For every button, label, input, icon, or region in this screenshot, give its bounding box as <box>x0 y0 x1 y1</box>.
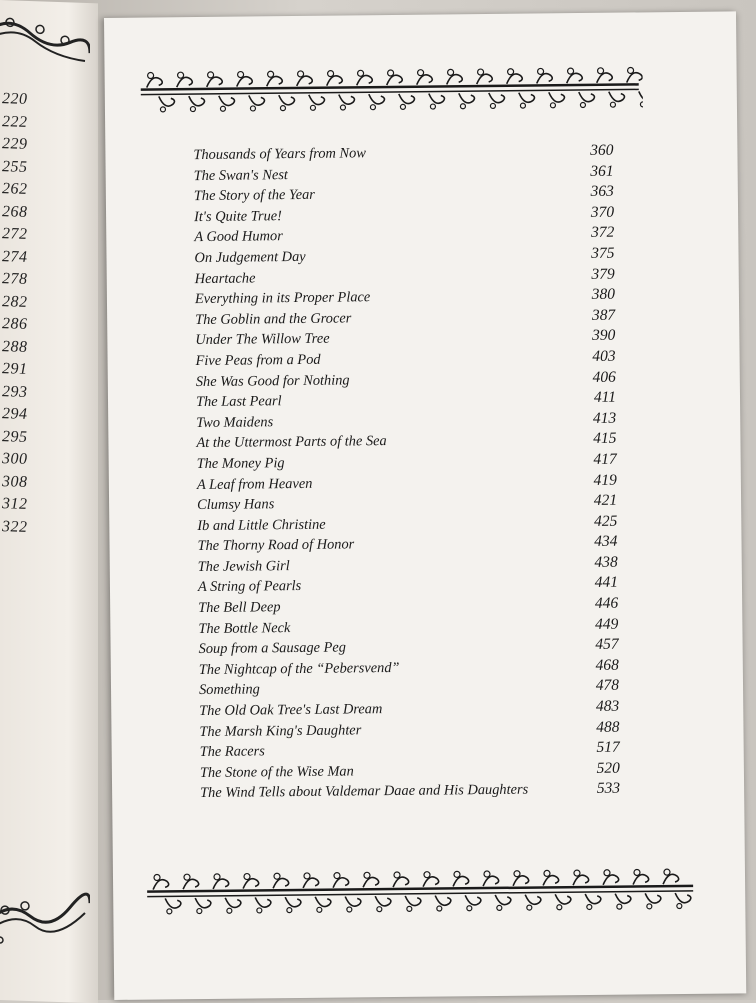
vine-scroll <box>399 94 415 104</box>
vine-scroll <box>615 894 631 904</box>
vine-bud <box>154 874 160 880</box>
toc-entry-page: 415 <box>593 429 617 448</box>
left-page-number: 278 <box>2 270 28 288</box>
vine-scroll <box>405 896 421 906</box>
vine-bud <box>197 909 202 914</box>
vine-scroll <box>285 897 301 907</box>
vine-bud <box>664 869 670 875</box>
vine-scroll <box>495 895 511 905</box>
toc-entry-page: 520 <box>596 759 620 777</box>
vine-bud <box>257 908 262 913</box>
vine-scroll <box>339 94 355 104</box>
toc-entry-title: Under The Willow Tree <box>195 330 330 349</box>
left-page-number: 255 <box>2 157 28 176</box>
toc-entry-title: On Judgement Day <box>194 248 306 267</box>
left-page-number: 268 <box>2 202 28 221</box>
vine-bud <box>617 904 622 909</box>
vine-bud <box>514 871 520 877</box>
vine-bud <box>358 70 364 76</box>
vine-bud <box>167 909 172 914</box>
vine-bud <box>598 68 604 74</box>
vine-scroll <box>255 897 271 907</box>
toc-entry-title: The Nightcap of the “Pebersvend” <box>198 659 400 678</box>
vine-scroll <box>273 878 289 888</box>
left-page <box>0 0 98 1003</box>
toc-entry-title: The Wind Tells about Valdemar Daae and His Daughters <box>200 782 529 802</box>
left-page-number: 220 <box>2 90 28 108</box>
toc-entry-page: 425 <box>593 512 618 530</box>
toc-entry-title: The Bottle Neck <box>198 619 291 637</box>
left-page-number: 222 <box>2 112 28 131</box>
vine-scroll <box>639 91 643 101</box>
vine-bud <box>527 905 532 910</box>
vine-scroll <box>267 76 283 86</box>
vine-bud <box>424 872 430 878</box>
vine-scroll <box>159 96 175 106</box>
vine-scroll <box>603 875 619 885</box>
toc-entry-page: 370 <box>590 203 615 221</box>
vine-bud <box>538 68 544 74</box>
vine-bud <box>244 874 250 880</box>
vine-bud <box>454 871 460 877</box>
toc-entry-page: 419 <box>593 471 617 489</box>
left-page-number: 300 <box>2 450 28 468</box>
toc-entry <box>200 780 620 805</box>
toc-entry-page: 457 <box>595 635 619 654</box>
toc-entry-page: 375 <box>591 244 615 262</box>
vine-scroll <box>333 878 349 888</box>
right-page <box>104 11 746 1000</box>
vine-scroll <box>153 880 169 890</box>
vine-bud <box>304 873 310 879</box>
toc-entry-page: 488 <box>596 718 620 736</box>
vine-scroll <box>525 894 541 904</box>
vine-bud <box>484 871 490 877</box>
vine-bud <box>587 904 592 909</box>
toc-entry-page: 413 <box>592 409 617 427</box>
vine-scroll <box>573 875 589 885</box>
vine-bud <box>557 905 562 910</box>
left-page-numbers <box>2 88 28 539</box>
left-page-number: 312 <box>2 495 28 513</box>
left-page-number: 308 <box>2 472 28 491</box>
vine-scroll <box>345 896 361 906</box>
toc-entry-page: 483 <box>595 697 620 715</box>
vine-scroll <box>393 877 409 887</box>
toc-entry-title: A Good Humor <box>194 228 283 246</box>
vine-bud <box>407 906 412 911</box>
vine-bud <box>677 903 682 908</box>
toc-entry-page: 533 <box>596 780 621 798</box>
vine-bud <box>508 69 514 75</box>
vine-bud <box>490 103 495 108</box>
vine-scroll <box>675 893 691 903</box>
vine-bud <box>647 904 652 909</box>
vine-scroll <box>447 74 463 84</box>
vine-scroll <box>249 95 265 105</box>
vine-scroll <box>177 77 193 87</box>
toc-entry-page: 478 <box>595 677 620 695</box>
vine-bud <box>520 103 525 108</box>
vine-scroll <box>387 75 403 85</box>
vine-scroll <box>633 875 649 885</box>
vine-scroll <box>237 77 253 87</box>
toc-entry-page: 379 <box>591 265 615 283</box>
toc-entry-page: 360 <box>590 141 614 159</box>
vine-scroll <box>567 73 583 83</box>
vine-scroll <box>219 96 235 106</box>
vine-scroll <box>483 876 499 886</box>
vine-scroll <box>459 93 475 103</box>
vine-scroll <box>375 896 391 906</box>
vine-scroll <box>543 875 559 885</box>
vine-bud <box>214 874 220 880</box>
vine-bud <box>497 905 502 910</box>
vine-bud <box>274 873 280 879</box>
toc-entry-page: 446 <box>594 594 619 612</box>
vine-scroll <box>555 894 571 904</box>
vine-bud <box>160 107 165 112</box>
vine-bud <box>394 872 400 878</box>
toc-entry-title: The Last Pearl <box>195 393 282 411</box>
vine-bud <box>388 70 394 76</box>
toc-entry-title: The Bell Deep <box>198 599 281 617</box>
toc-entry-page: 438 <box>594 553 618 571</box>
left-page-number: 322 <box>2 517 28 536</box>
vine-scroll <box>207 77 223 87</box>
vine-bud <box>347 907 352 912</box>
toc-entry-page: 434 <box>594 532 618 551</box>
left-page-number: 272 <box>2 225 28 243</box>
left-page-number: 282 <box>2 292 28 311</box>
toc-entry-title: The Swan's Nest <box>193 166 288 184</box>
vine-scroll <box>435 895 451 905</box>
vine-scroll <box>477 74 493 84</box>
vine-bud <box>190 107 195 112</box>
toc-entry-page: 363 <box>590 182 614 201</box>
toc-entry-title: It's Quite True! <box>194 207 282 225</box>
vine-scroll <box>519 92 535 102</box>
vine-scroll <box>489 93 505 103</box>
vine-bud <box>400 104 405 109</box>
toc-entry-title: Clumsy Hans <box>197 496 275 514</box>
toc-entry-title: Heartache <box>194 269 256 287</box>
vine-bud <box>268 71 274 77</box>
vine-bud <box>574 870 580 876</box>
vine-scroll <box>279 95 295 105</box>
vine-scroll <box>423 877 439 887</box>
vine-bud <box>364 872 370 878</box>
vine-scroll <box>147 78 163 88</box>
vine-scroll <box>303 878 319 888</box>
toc-entry-title: She Was Good for Nothing <box>195 371 350 390</box>
vine-scroll <box>579 92 595 102</box>
vine-scroll <box>537 74 553 84</box>
toc-entry-title: Everything in its Proper Place <box>194 289 371 308</box>
vine-scroll <box>243 879 259 889</box>
vine-scroll <box>327 76 343 86</box>
vine-bud <box>437 906 442 911</box>
toc-entry-title: Ib and Little Christine <box>197 516 326 534</box>
toc-entry-page: 380 <box>591 285 616 304</box>
vine-scroll <box>189 96 205 106</box>
toc-entry-title: The Stone of the Wise Man <box>199 763 354 781</box>
vine-scroll <box>609 92 625 102</box>
toc-entry-title: Five Peas from a Pod <box>195 351 321 369</box>
vine-scroll <box>597 73 613 83</box>
vine-scroll <box>627 73 643 83</box>
toc-entry-title: The Marsh King's Daughter <box>199 721 362 740</box>
vine-scroll <box>315 897 331 907</box>
vine-scroll <box>195 898 211 908</box>
left-page-number: 294 <box>2 405 28 423</box>
vine-scroll <box>549 92 565 102</box>
vine-bud <box>377 907 382 912</box>
vine-scroll <box>225 898 241 908</box>
toc-entry-page: 390 <box>592 327 616 345</box>
vine-bud <box>460 104 465 109</box>
vine-bud <box>580 102 585 107</box>
vine-bud <box>208 72 214 78</box>
toc-entry-title: Something <box>198 681 260 699</box>
vine-scroll <box>183 879 199 889</box>
vine-bud <box>544 870 550 876</box>
vine-scroll <box>309 95 325 105</box>
bottom-border-ornament <box>143 862 698 922</box>
vine-bud <box>298 71 304 77</box>
vine-bud <box>227 908 232 913</box>
vine-bud <box>628 67 634 73</box>
vine-bud <box>430 104 435 109</box>
toc-entry-title: The Goblin and the Grocer <box>195 310 352 328</box>
left-top-ornament <box>0 10 90 53</box>
vine-bud <box>610 102 615 107</box>
vine-scroll <box>645 893 661 903</box>
toc-entry-page: 441 <box>594 574 619 592</box>
toc-entry-title: At the Uttermost Parts of the Sea <box>196 433 387 452</box>
vine-bud <box>317 907 322 912</box>
toc-entry-page: 372 <box>590 224 615 242</box>
toc-entry-page: 468 <box>595 656 619 674</box>
vine-bud <box>334 873 340 879</box>
vine-bud <box>634 869 640 875</box>
vine-bud <box>448 69 454 75</box>
toc-entry-title: Thousands of Years from Now <box>193 145 366 164</box>
vine-bud <box>640 102 643 107</box>
vine-bud <box>287 908 292 913</box>
toc-entry-title: The Story of the Year <box>193 186 315 205</box>
vine-bud <box>220 106 225 111</box>
vine-scroll <box>213 879 229 889</box>
toc-entry-title: Soup from a Sausage Peg <box>198 639 347 658</box>
toc-entry-page: 387 <box>591 306 616 324</box>
left-page-number: 288 <box>2 337 28 356</box>
toc-entry-title: The Thorny Road of Honor <box>197 536 355 555</box>
vine-scroll <box>507 74 523 84</box>
vine-bud <box>340 105 345 110</box>
vine-scroll <box>429 93 445 103</box>
toc-entry-page: 406 <box>592 368 616 386</box>
toc-entry-title: The Money Pig <box>196 455 285 472</box>
vine-scroll <box>513 876 529 886</box>
toc-entry-page: 411 <box>593 388 617 407</box>
toc-entry-page: 517 <box>596 738 620 757</box>
top-border-ornament <box>137 60 643 115</box>
left-bottom-ornament <box>0 880 90 923</box>
vine-bud <box>184 874 190 880</box>
vine-scroll <box>663 874 679 884</box>
vine-scroll <box>417 75 433 85</box>
left-page-number: 262 <box>2 180 28 198</box>
toc-entry-page: 449 <box>595 615 619 633</box>
left-page-number: 293 <box>2 382 28 401</box>
vine-bud <box>418 70 424 76</box>
vine-bud <box>568 68 574 74</box>
vine-bud <box>478 69 484 75</box>
vine-bud <box>550 103 555 108</box>
left-page-number: 291 <box>2 360 28 378</box>
vine-bud <box>148 72 154 78</box>
vine-scroll <box>465 895 481 905</box>
toc-entry-page: 421 <box>593 491 618 509</box>
vine-bud <box>250 106 255 111</box>
vine-bud <box>370 105 375 110</box>
vine-bud <box>310 105 315 110</box>
vine-bud <box>467 906 472 911</box>
toc-entry-title: The Old Oak Tree's Last Dream <box>199 701 383 720</box>
toc-entry-title: The Jewish Girl <box>197 557 290 575</box>
vine-bud <box>280 106 285 111</box>
vine-scroll <box>165 898 181 908</box>
toc-entry-title: The Racers <box>199 743 265 761</box>
table-of-contents <box>193 142 620 805</box>
vine-scroll <box>363 877 379 887</box>
left-page-number: 295 <box>2 427 28 446</box>
left-page-number: 229 <box>2 135 28 153</box>
vine-scroll <box>585 894 601 904</box>
vine-bud <box>604 870 610 876</box>
left-page-number: 274 <box>2 247 28 266</box>
toc-entry-title: A Leaf from Heaven <box>196 475 313 493</box>
toc-entry-title: A String of Pearls <box>197 578 302 596</box>
vine-bud <box>238 72 244 78</box>
toc-entry-page: 361 <box>590 162 614 180</box>
left-page-number: 286 <box>2 315 28 333</box>
toc-entry-title: Two Maidens <box>196 413 274 431</box>
vine-bud <box>328 71 334 77</box>
vine-scroll <box>297 76 313 86</box>
vine-scroll <box>453 876 469 886</box>
toc-entry-page: 417 <box>593 450 617 468</box>
vine-scroll <box>357 75 373 85</box>
toc-entry-page: 403 <box>592 347 616 365</box>
vine-scroll <box>369 94 385 104</box>
vine-bud <box>178 72 184 78</box>
